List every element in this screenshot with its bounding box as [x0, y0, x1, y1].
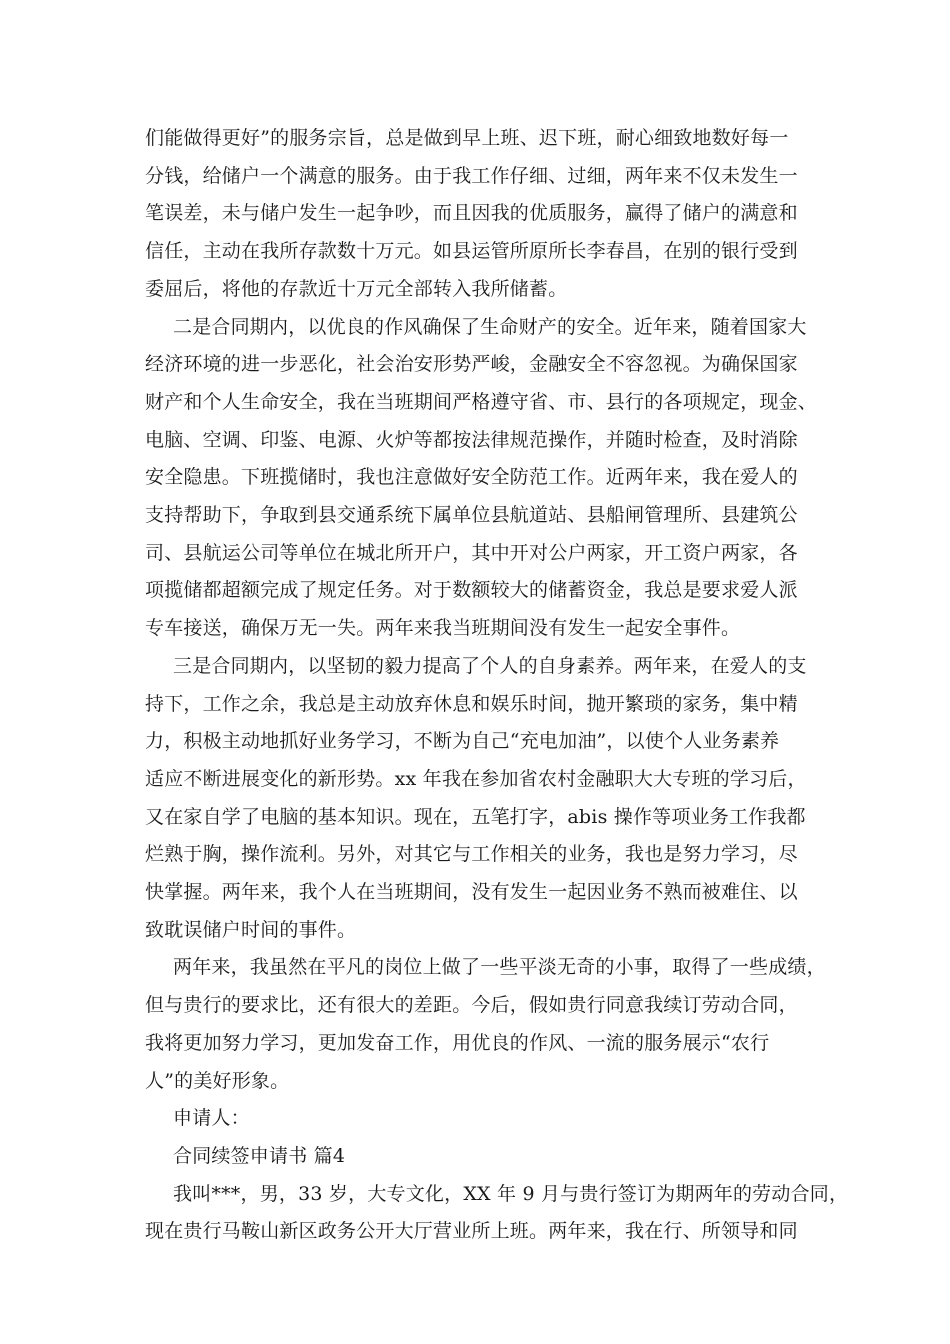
text-line: 合同续签申请书 篇4: [173, 1144, 346, 1167]
text-line: 委屈后，将他的存款近十万元全部转入我所储蓄。: [145, 277, 568, 300]
text-line: 分钱，给储户一个满意的服务。由于我工作仔细、过细，两年来不仅未发生一: [145, 164, 798, 187]
text-line: 人”的美好形象。: [145, 1069, 290, 1092]
text-line: 支持帮助下，争取到县交通系统下属单位县航道站、县船闸管理所、县建筑公: [145, 504, 798, 526]
text-line: 申请人：: [173, 1107, 250, 1130]
text-line: 力，积极主动地抓好业务学习，不断为自己“充电加油”，以使个人业务素养: [145, 730, 780, 753]
text-line: 项揽储都超额完成了规定任务。对于数额较大的储蓄资金，我总是要求爱人派: [145, 579, 798, 602]
text-line: 我叫***，男，33 岁，大专文化，XX 年 9 月与贵行签订为期两年的劳动合同，: [173, 1182, 849, 1205]
text-line: 信任，主动在我所存款数十万元。如县运管所原所长李春昌，在别的银行受到: [145, 240, 798, 263]
text-line: 两年来，我虽然在平凡的岗位上做了一些平淡无奇的小事，取得了一些成绩，: [173, 956, 826, 979]
text-line: 经济环境的进一步恶化，社会治安形势严峻，金融安全不容忽视。为确保国家: [145, 353, 798, 376]
text-line: 三是合同期内，以坚韧的毅力提高了个人的自身素养。两年来，在爱人的支: [173, 654, 807, 677]
text-line: 持下，工作之余，我总是主动放弃休息和娱乐时间，抛开繁琐的家务，集中精: [145, 692, 798, 715]
text-line: 现在贵行马鞍山新区政务公开大厅营业所上班。两年来，我在行、所领导和同: [145, 1220, 798, 1243]
text-line: 我将更加努力学习，更加发奋工作，用优良的作风、一流的服务展示“农行: [145, 1031, 770, 1054]
text-line: 但与贵行的要求比，还有很大的差距。今后，假如贵行同意我续订劳动合同，: [145, 994, 798, 1017]
text-line: 二是合同期内，以优良的作风确保了生命财产的安全。近年来，随着国家大: [173, 315, 807, 338]
text-line: 电脑、空调、印鉴、电源、火炉等都按法律规范操作，并随时检查，及时消除: [145, 428, 798, 451]
text-line: 专车接送，确保万无一失。两年来我当班期间没有发生一起安全事件。: [145, 617, 741, 640]
text-line: 笔误差，未与储户发生一起争吵，而且因我的优质服务，赢得了储户的满意和: [145, 202, 798, 225]
text-line: 快掌握。两年来，我个人在当班期间，没有发生一起因业务不熟而被难住、以: [145, 881, 798, 903]
text-line: 烂熟于胸，操作流利。另外，对其它与工作相关的业务，我也是努力学习，尽: [145, 843, 798, 866]
text-line: 又在家自学了电脑的基本知识。现在，五笔打字，abis 操作等项业务工作我都: [145, 805, 806, 828]
text-line: 财产和个人生命安全，我在当班期间严格遵守省、市、县行的各项规定，现金、: [145, 390, 818, 413]
text-line: 适应不断进展变化的新形势。xx 年我在参加省农村金融职大大专班的学习后，: [145, 767, 807, 790]
text-line: 司、县航运公司等单位在城北所开户，其中开对公户两家，开工资户两家，各: [145, 541, 798, 564]
text-line: 致耽误储户时间的事件。: [145, 918, 357, 941]
text-line: 安全隐患。下班揽储时，我也注意做好安全防范工作。近两年来，我在爱人的: [145, 466, 798, 489]
text-line: 们能做得更好”的服务宗旨，总是做到早上班、迟下班，耐心细致地数好每一: [145, 127, 789, 149]
